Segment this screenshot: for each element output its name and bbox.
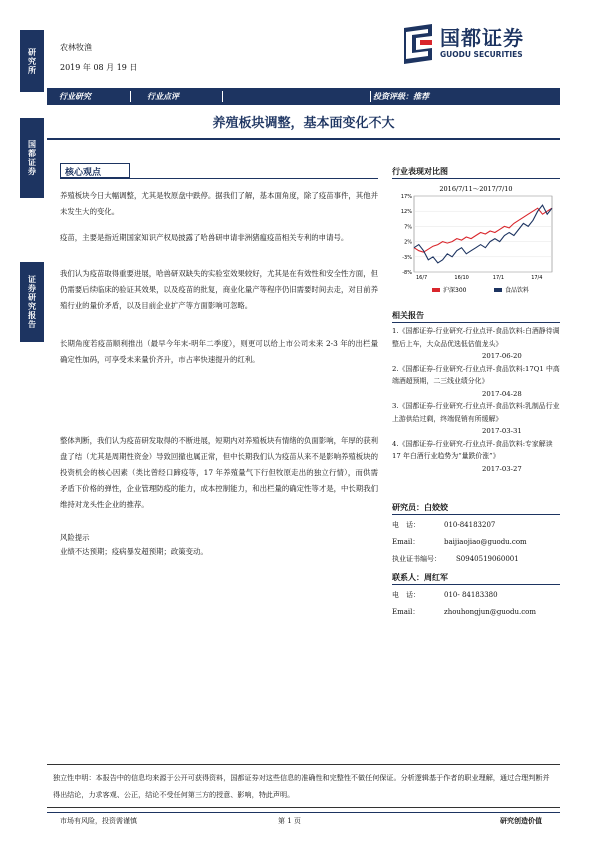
chart-section-rule [392, 178, 560, 179]
footer-left: 市场有风险，投资需谨慎 [60, 817, 137, 825]
contact-details: 电 话： 010- 84183380 Email： zhouhongjun@guodu.com [392, 591, 537, 616]
related-reports-list [392, 325, 560, 475]
chart-section-title: 行业表现对比图 [392, 167, 448, 176]
logo-text-cn: 国都证券 [440, 26, 524, 50]
company-logo [398, 20, 548, 70]
footer-right: 研究创造价值 [500, 816, 542, 825]
researcher-contact: 电 话： 010-84183207 Email： baijiaojiao@guodu.com 执业证书编号： S0940519060001 [392, 521, 527, 563]
investment-rating: 投资评级：推荐 [373, 92, 429, 101]
paragraph-3: 我们认为疫苗取得重要进展，哈兽研双缺失的实验室效果较好，尤其是在有效性和安全性方面，但仍需要后续临床的验证其效果，以及疫苗的批复，商业化量产等程序仍旧需要时间去走，对目前养殖行业的量价矛盾，以及目前企业扩产等方面影响可忽略。 [60, 269, 378, 310]
researcher-cert: S0940519060001 [456, 555, 519, 563]
paragraph-1: 养殖板块今日大幅调整，尤其是牧原盘中跌停。据我们了解，基本面角度，除了疫苗事件，其他并未发生大的变化。 [60, 191, 378, 216]
x-tick-label: 16/10 [454, 275, 469, 281]
y-tick-label: 2% [404, 239, 412, 246]
contact-rule [392, 584, 560, 585]
related-reports-title: 相关报告 [392, 311, 424, 320]
contact-phone: 010- 84183380 [444, 591, 498, 599]
bar-divider [370, 91, 371, 102]
logo-mark-icon [398, 20, 438, 66]
series-line [414, 205, 552, 263]
report-title: 养殖板块调整，基本面变化不大 [212, 116, 395, 131]
related-report-item[interactable]: 1.《国都证券-行业研究-行业点评-食品饮料:白酒静待调整后上车，大众品优选低估值龙头》 2017-06-20 [392, 327, 560, 360]
y-tick-label: -3% [402, 254, 412, 261]
industry-category: 农林牧渔 [60, 43, 92, 52]
core-view-label: 核心观点 [60, 163, 130, 178]
logo-text-en: GUODU SECURITIES [440, 50, 523, 59]
side-tab-research: 研究所 [20, 30, 44, 92]
chart-title: 2016/7/11～2017/7/10 [439, 185, 513, 193]
y-tick-label: -8% [402, 270, 412, 276]
x-tick-label: 17/4 [531, 275, 543, 281]
researcher-rule [392, 514, 560, 515]
plot-area [414, 196, 552, 272]
contact-email[interactable]: zhouhongjun@guodu.com [444, 608, 537, 616]
report-date: 2019 年 08 月 19 日 [60, 63, 138, 72]
y-tick-label: 7% [404, 224, 412, 231]
x-tick-label: 16/7 [416, 275, 428, 281]
bar-label-industry-comment: 行业点评 [147, 92, 179, 101]
performance-chart [392, 182, 560, 302]
risk-text: 业绩不达预期；疫病暴发超预期；政策变动。 [60, 547, 208, 556]
bar-label-industry-research: 行业研究 [59, 92, 91, 101]
footer-rule [47, 812, 560, 813]
related-report-item[interactable]: 4.《国都证券-行业研究-行业点评-食品饮料:专家解读 17 年白酒行业趋势为“量跌价涨”》 2017-03-27 [392, 439, 553, 473]
paragraph-5: 整体判断，我们认为疫苗研发取得的不断进展，短期内对养殖板块有情绪的负面影响，年厚的获利盘了结（尤其是周期性资金）导致回撤也属正常，但中长期我们认为疫苗从来不是影响养殖板块的投资机会的核心因素（类比曾经口蹄疫等，17 年养殖量气下行但牧原走出的独立行情），而供需矛盾下价格的弹性，企业管理防疫的能力，成本控制能力，和出栏量的确定性等才是，中长期我们维持对龙头性企业的推荐。 [60, 436, 378, 509]
legend-swatch [494, 288, 502, 292]
bar-divider [222, 91, 223, 102]
paragraph-2: 疫苗，主要是指近期国家知识产权局披露了哈兽研申请非洲猪瘟疫苗相关专利的申请号。 [60, 233, 349, 242]
related-report-item[interactable]: 3.《国都证券-行业研究-行业点评-食品饮料:乳制品行业上游供给过剩，终端促销有所缓解》 2017-03-31 [392, 402, 560, 435]
y-tick-label: 12% [400, 209, 412, 216]
page-number: 第 1 页 [278, 817, 301, 825]
researcher-phone: 010-84183207 [444, 521, 496, 529]
paragraph-4: 长期角度若疫苗顺利推出（最早今年末-明年二季度），则更可以给上市公司未来 2-3 年的出栏量确定性加码，可享受未来量价齐升，市占率快速提升的红利。 [60, 339, 378, 364]
disclaimer: 独立性申明：本报告中的信息均来源于公开可获得资料，国都证券对这些信息的准确性和完整性不做任何保证。分析逻辑基于作者的职业理解，通过合理判断并得出结论，力求客观、公正，结论不受任何第三方的授意、影响，特此声明。 [47, 764, 560, 808]
legend-swatch [432, 288, 440, 292]
side-tab-report: 证券研究报告 [20, 262, 44, 342]
report-type-bar [47, 88, 560, 105]
y-tick-label: 17% [400, 194, 412, 200]
researcher-email[interactable]: baijiaojiao@guodu.com [444, 538, 527, 546]
researcher-title: 研究员：白姣姣 [392, 503, 448, 512]
contact-title: 联系人：周红军 [392, 573, 448, 582]
core-view-rule [60, 178, 378, 179]
related-report-item[interactable]: 2.《国都证券-行业研究-行业点评-食品饮料:17Q1 中高端酒超预期，二三线业绩分化》 2017-04-28 [392, 364, 560, 398]
legend-label: 食品饮料 [505, 287, 530, 294]
side-tab-company: 国都证券 [20, 118, 44, 198]
bar-divider [130, 91, 131, 102]
x-tick-label: 17/1 [492, 275, 505, 281]
risk-title: 风险提示 [60, 533, 90, 542]
legend-label: 沪深300 [443, 287, 467, 294]
title-rule [47, 138, 560, 140]
related-reports-rule [392, 322, 560, 323]
